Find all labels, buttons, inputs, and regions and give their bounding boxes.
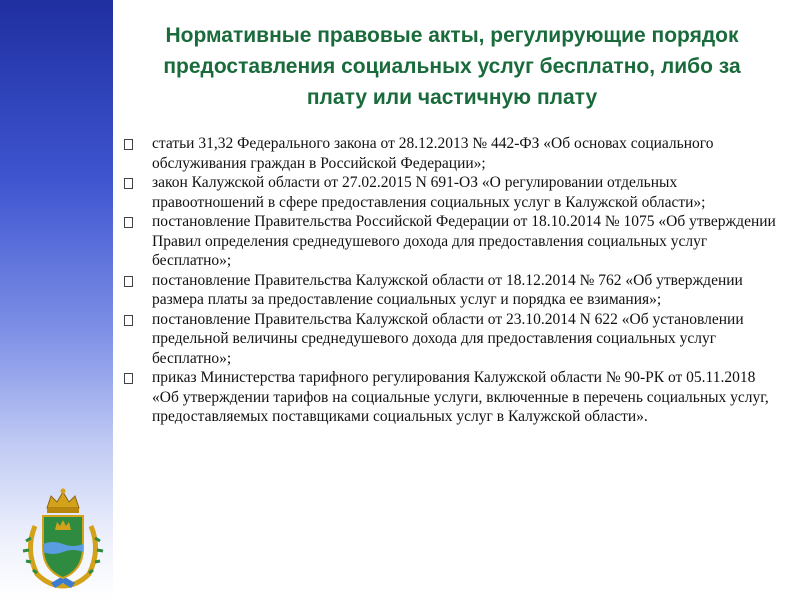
square-bullet-icon bbox=[124, 178, 133, 189]
square-bullet-icon bbox=[124, 315, 133, 326]
list-item bbox=[120, 368, 780, 427]
list-item bbox=[120, 173, 780, 212]
kaluga-region-coat-of-arms-icon bbox=[21, 486, 105, 590]
slide-title: Нормативные правовые акты, регулирующие порядок предоставления социальных услуг бесплатно, либо за плату или частичную плату bbox=[163, 24, 741, 109]
list-item bbox=[120, 212, 780, 271]
list-item-text: постановление Правительства Калужской области от 23.10.2014 N 622 «Об установлении предельной величины среднедушевого дохода для предоставления социальных услуг бесплатно»; bbox=[152, 310, 744, 367]
list-item-text: постановление Правительства Калужской области от 18.12.2014 № 762 «Об утверждении размера платы за предоставление социальных услуг и порядка ее взимания»; bbox=[152, 271, 743, 308]
list-item-text: постановление Правительства Российской Федерации от 18.10.2014 № 1075 «Об утверждении Правил определения среднедушевого дохода для предоставления социальных услуг бесплатно»; bbox=[152, 213, 776, 269]
list-item bbox=[120, 310, 780, 369]
square-bullet-icon bbox=[124, 217, 133, 228]
list-item bbox=[120, 134, 780, 173]
list-item-text: закон Калужской области от 27.02.2015 N 691-ОЗ «О регулировании отдельных правоотношений в сфере предоставления социальных услуг в Калужской области»; bbox=[152, 174, 706, 211]
list-item bbox=[120, 271, 780, 310]
square-bullet-icon bbox=[124, 139, 133, 150]
square-bullet-icon bbox=[124, 276, 133, 287]
square-bullet-icon bbox=[124, 373, 133, 384]
list-item-text: статьи 31,32 Федерального закона от 28.12.2013 № 442-ФЗ «Об основах социального обслуживания граждан в Российской Федерации»; bbox=[152, 135, 714, 172]
list-item-text: приказ Министерства тарифного регулирования Калужской области № 90-РК от 05.11.2018 «Об утверждении тарифов на социальные услуги, включенные в перечень социальных услуг, предоставляемых поставщиками социальных услуг в Калужской области». bbox=[152, 369, 769, 425]
legal-acts-list bbox=[120, 134, 780, 427]
